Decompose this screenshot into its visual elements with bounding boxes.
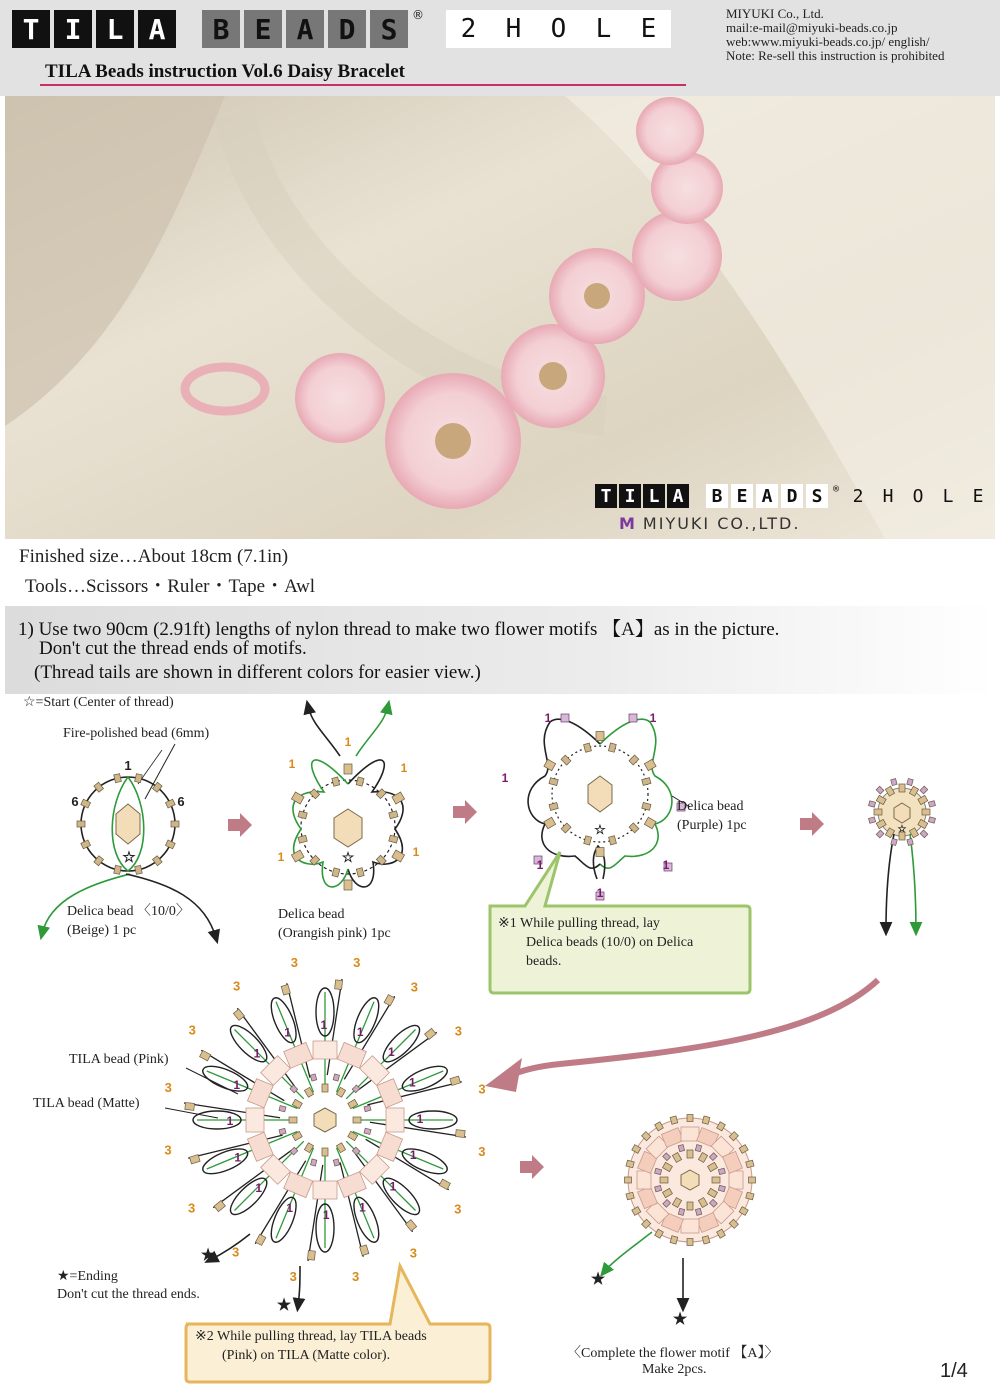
count-label: 1 — [596, 886, 604, 900]
delica-bead — [344, 880, 352, 890]
delica-bead — [255, 1234, 265, 1245]
count-label: 1 — [408, 1075, 416, 1090]
count-label: 1 — [226, 1114, 234, 1129]
delica-bead — [356, 868, 364, 877]
count-label: 1 — [320, 1018, 328, 1033]
delica-bead — [81, 840, 91, 849]
note-1-line-3: beads. — [526, 954, 562, 969]
thread-black — [327, 979, 342, 1075]
fire-polished-label: Fire-polished bead (6mm) — [63, 726, 210, 741]
thread-black — [210, 1234, 250, 1260]
count-label: 1 — [288, 757, 296, 771]
count-label: 1 — [662, 858, 670, 872]
count-label: 3 — [164, 1142, 172, 1158]
count-label: 3 — [410, 979, 418, 995]
delica-bead — [171, 821, 179, 827]
tila-bead — [284, 1042, 313, 1068]
delica-bead — [655, 1168, 662, 1174]
start-star-icon: ☆ — [897, 824, 907, 835]
tila-bead — [386, 1108, 404, 1132]
photo-logo: T I L A B E A D S ® 2 H O L E — [595, 484, 992, 508]
count-label: 1 — [277, 850, 285, 864]
tila-bead — [284, 1172, 313, 1198]
delica-bead — [660, 1177, 668, 1183]
delica-bead — [609, 836, 617, 845]
delica-bead — [670, 1236, 678, 1244]
delica-bead — [311, 1159, 317, 1166]
purple-delica-label-2: (Purple) 1pc — [677, 818, 747, 833]
delica-bead — [360, 1245, 369, 1256]
delica-bead — [356, 777, 364, 786]
company-email: mail:e-mail@miyuki-beads.co.jp — [726, 20, 898, 35]
page-number: 1/4 — [940, 1360, 968, 1382]
delica-bead — [891, 779, 897, 786]
delica-bead — [642, 802, 651, 810]
delica-bead — [114, 774, 122, 783]
delica-bead — [928, 817, 935, 823]
delica-bead — [596, 848, 604, 857]
logo-tila: T I L A — [12, 10, 176, 48]
count-label: 3 — [188, 1200, 196, 1216]
delica-bead — [135, 774, 143, 783]
delica-bead — [746, 1192, 754, 1200]
step-arrow-icon — [453, 800, 477, 824]
tila-bead — [247, 1079, 273, 1108]
count-label: 1 — [322, 1207, 330, 1222]
count-label: 3 — [454, 1201, 462, 1217]
step-1-line-2: Don't cut the thread ends of motifs. — [39, 638, 307, 659]
tila-bead — [377, 1079, 403, 1108]
figure-5 — [164, 955, 485, 1314]
delica-bead — [899, 784, 905, 792]
delica-bead — [746, 1160, 754, 1168]
start-star-icon: ☆ — [594, 822, 606, 837]
delica-bead — [544, 817, 556, 828]
delica-bead — [307, 1250, 315, 1260]
tila-bead — [637, 1171, 651, 1189]
delica-bead — [869, 817, 876, 823]
count-label: 3 — [289, 1268, 297, 1284]
delica-bead — [642, 778, 651, 786]
delica-bead — [626, 1192, 634, 1200]
delica-bead — [189, 1155, 200, 1164]
delica-bead — [712, 1177, 720, 1183]
company-note: Note: Re-sell this instruction is prohibited — [726, 48, 945, 63]
count-label: 1 — [536, 858, 544, 872]
delica-bead — [718, 1185, 725, 1191]
delica-bead — [608, 743, 616, 752]
registered-mark: ® — [412, 8, 424, 22]
ending-legend: ★=Ending — [57, 1269, 118, 1284]
delica-bead — [687, 1150, 693, 1158]
delica-bead — [907, 779, 913, 786]
delica-bead — [165, 840, 175, 849]
count-label: 3 — [478, 1143, 486, 1159]
count-label: 1 — [412, 845, 420, 859]
tila-bead — [729, 1171, 743, 1189]
delica-bead — [629, 714, 637, 722]
delica-bead — [695, 1208, 701, 1215]
delica-bead — [928, 801, 935, 807]
delica-bead — [629, 755, 639, 765]
thread-black — [298, 1266, 300, 1306]
tila-matte-label: TILA bead (Matte) — [33, 1096, 140, 1111]
delica-bead — [695, 1145, 701, 1152]
tila-bead — [246, 1108, 264, 1132]
delica-bead — [322, 1084, 328, 1092]
delica-bead — [561, 714, 569, 722]
delica-bead — [310, 789, 320, 799]
make-2pcs-label: Make 2pcs. — [642, 1362, 707, 1377]
tila-beads-2hole-logo — [12, 10, 671, 48]
delica-bead — [625, 1177, 632, 1183]
delica-bead — [77, 821, 85, 827]
count-label: 3 — [353, 955, 361, 971]
delica-bead — [425, 1028, 436, 1039]
count-label: 1 — [253, 1046, 261, 1061]
count-label: 6 — [177, 794, 185, 809]
start-star-icon: ☆ — [122, 849, 136, 866]
delica-bead — [584, 743, 592, 752]
step-arrow-icon — [800, 812, 824, 836]
delica-bead — [289, 1117, 297, 1123]
delica-bead — [874, 809, 882, 815]
count-label: 1 — [284, 1025, 291, 1040]
count-label: 1 — [233, 1077, 241, 1092]
tila-bead — [337, 1172, 366, 1198]
delica-bead — [455, 1130, 465, 1138]
miyuki-logo-icon: M — [619, 514, 637, 533]
count-label: 1 — [649, 711, 657, 725]
fire-polished-bead — [681, 1170, 699, 1190]
count-label: 1 — [234, 1150, 242, 1165]
finished-size: Finished size…About 18cm (7.1in) — [19, 546, 289, 567]
count-label: 3 — [352, 1269, 360, 1285]
delica-bead — [322, 1148, 328, 1156]
delica-bead — [687, 1202, 693, 1210]
delica-bead — [406, 1220, 417, 1231]
count-label: 1 — [359, 1200, 366, 1215]
figure-4 — [878, 788, 926, 930]
delica-bead — [561, 823, 571, 833]
figure-6 — [591, 1115, 756, 1329]
delica-bead — [549, 778, 558, 786]
photo-company-name: M MIYUKI CO.,LTD. — [619, 514, 801, 533]
delica-bead — [450, 1076, 461, 1085]
count-label: 3 — [409, 1245, 418, 1261]
tila-bead — [313, 1181, 337, 1199]
count-label: 1 — [400, 761, 408, 775]
tila-bead — [247, 1132, 273, 1161]
thread-black — [308, 1165, 323, 1261]
complete-label: 〈Complete the flower motif 【A】〉 — [567, 1346, 779, 1361]
company-web: web:www.miyuki-beads.co.jp/ english/ — [726, 34, 930, 49]
ending-star-icon: ★ — [590, 1271, 606, 1288]
delica-bead — [298, 835, 307, 843]
delica-bead — [922, 809, 930, 815]
delica-bead — [332, 777, 340, 786]
delica-bead — [165, 799, 175, 808]
delica-bead — [81, 799, 91, 808]
delica-bead — [214, 1201, 225, 1212]
start-star-icon: ☆ — [341, 849, 355, 865]
count-label: 3 — [478, 1081, 486, 1097]
delica-bead — [384, 995, 394, 1006]
delica-bead — [644, 759, 656, 770]
note-2-line-2: (Pink) on TILA (Matte color). — [222, 1348, 391, 1363]
delica-bead — [876, 830, 884, 838]
count-label: 1 — [344, 735, 352, 749]
delica-bead — [891, 838, 897, 845]
tila-bead — [377, 1132, 403, 1161]
beading-diagram — [0, 694, 1000, 1400]
note-2-line-1: ※2 While pulling thread, lay TILA beads — [195, 1329, 427, 1344]
step-1-line-3: (Thread tails are shown in different colors for easier view.) — [34, 662, 481, 683]
step-1-line-1: 1) Use two 90cm (2.91ft) lengths of nylon thread to make two flower motifs 【A】as in the picture. — [18, 619, 780, 640]
delica-bead — [544, 759, 556, 770]
count-label: 3 — [188, 1022, 196, 1038]
orange-delica-label-1: Delica bead — [278, 907, 345, 922]
count-label: 3 — [290, 954, 298, 970]
step-arrow-icon — [520, 1155, 544, 1179]
count-label: 1 — [544, 711, 552, 725]
count-label: 1 — [416, 1111, 424, 1126]
delica-bead — [876, 786, 884, 794]
bracelet-photo-illustration — [5, 96, 995, 539]
tila-pink-label: TILA bead (Pink) — [69, 1052, 169, 1067]
company-info — [726, 7, 944, 63]
tila-bead — [337, 1042, 366, 1068]
logo-beads: B E A D S — [202, 10, 408, 48]
delica-bead — [678, 1208, 684, 1215]
delica-bead — [869, 801, 876, 807]
delica-bead — [344, 764, 352, 774]
delica-bead — [702, 1116, 710, 1124]
ending-note: Don't cut the thread ends. — [57, 1287, 200, 1302]
ending-star-icon: ★ — [672, 1311, 688, 1328]
delica-bead — [389, 835, 398, 843]
delica-bead — [332, 868, 340, 877]
start-legend: ☆=Start (Center of thread) — [23, 695, 174, 710]
count-label: 3 — [454, 1023, 462, 1039]
delica-bead — [718, 1168, 725, 1174]
purple-delica-label-1: Delica bead — [677, 799, 744, 814]
page-header — [0, 0, 1000, 96]
count-label: 3 — [232, 978, 241, 994]
step-1-instructions — [5, 606, 995, 694]
delica-bead — [279, 1106, 286, 1112]
figure-3 — [528, 719, 690, 879]
delica-bead — [333, 1159, 339, 1166]
delica-bead — [114, 865, 122, 874]
delica-bead — [687, 1239, 693, 1246]
delica-bead — [439, 1179, 450, 1189]
delica-bead — [584, 836, 592, 845]
delica-bead — [920, 830, 928, 838]
delica-bead — [364, 1128, 371, 1134]
delica-bead — [561, 755, 571, 765]
delica-bead — [389, 811, 398, 819]
count-label: 1 — [356, 1024, 364, 1039]
delica-bead — [353, 1117, 361, 1123]
count-label: 3 — [232, 1244, 240, 1260]
delica-bead — [310, 1074, 316, 1081]
step-arrow-icon — [228, 813, 252, 837]
delica-bead — [200, 1050, 211, 1060]
title-underline — [40, 84, 686, 86]
count-label: 6 — [71, 794, 79, 809]
delica-bead — [644, 817, 656, 828]
count-label: 1 — [409, 1148, 417, 1163]
delica-bead — [920, 786, 928, 794]
delica-bead — [670, 1116, 678, 1124]
count-label: 1 — [389, 1179, 397, 1194]
delica-bead — [702, 1236, 710, 1244]
delica-bead — [335, 980, 343, 990]
delica-bead — [596, 732, 604, 741]
tools-list: Tools…Scissors・Ruler・Tape・Awl — [25, 576, 316, 597]
company-name: MIYUKI Co., Ltd. — [726, 6, 824, 21]
logo-2hole: 2 H O L E — [446, 10, 671, 48]
note-1-line-1: ※1 While pulling thread, lay — [498, 916, 660, 931]
beige-delica-label-1: Delica bead 〈10/0〉 — [67, 904, 190, 919]
delica-bead — [298, 811, 307, 819]
delica-bead — [749, 1177, 756, 1183]
delica-bead — [281, 984, 290, 995]
delica-bead — [185, 1102, 195, 1110]
tila-bead — [681, 1219, 699, 1233]
delica-bead — [549, 803, 558, 811]
count-label: 1 — [124, 758, 132, 773]
beige-delica-label-2: (Beige) 1 pc — [67, 923, 137, 938]
count-label: 1 — [501, 771, 509, 785]
delica-bead — [907, 838, 913, 845]
delica-bead — [629, 823, 639, 833]
count-label: 1 — [286, 1201, 294, 1216]
note-1-line-2: Delica beads (10/0) on Delica — [526, 935, 694, 950]
delica-bead — [135, 865, 143, 874]
fire-polished-bead — [314, 1108, 336, 1132]
delica-bead — [279, 1128, 286, 1134]
ending-star-icon: ★ — [276, 1297, 292, 1314]
tila-bead — [313, 1041, 337, 1059]
delica-bead — [655, 1185, 662, 1191]
ending-star-icon: ★ — [200, 1247, 216, 1264]
orange-delica-label-2: (Orangish pink) 1pc — [278, 926, 391, 941]
count-label: 1 — [387, 1044, 395, 1059]
bracelet-photo — [5, 96, 995, 539]
document-title: TILA Beads instruction Vol.6 Daisy Bracelet — [45, 61, 405, 82]
delica-bead — [333, 1074, 339, 1081]
delica-bead — [626, 1160, 634, 1168]
tila-bead — [681, 1127, 699, 1141]
delica-bead — [233, 1009, 244, 1020]
delica-bead — [678, 1145, 684, 1152]
delica-bead — [364, 1105, 371, 1111]
count-label: 3 — [164, 1080, 172, 1096]
delica-bead — [687, 1115, 693, 1122]
count-label: 1 — [255, 1181, 263, 1196]
